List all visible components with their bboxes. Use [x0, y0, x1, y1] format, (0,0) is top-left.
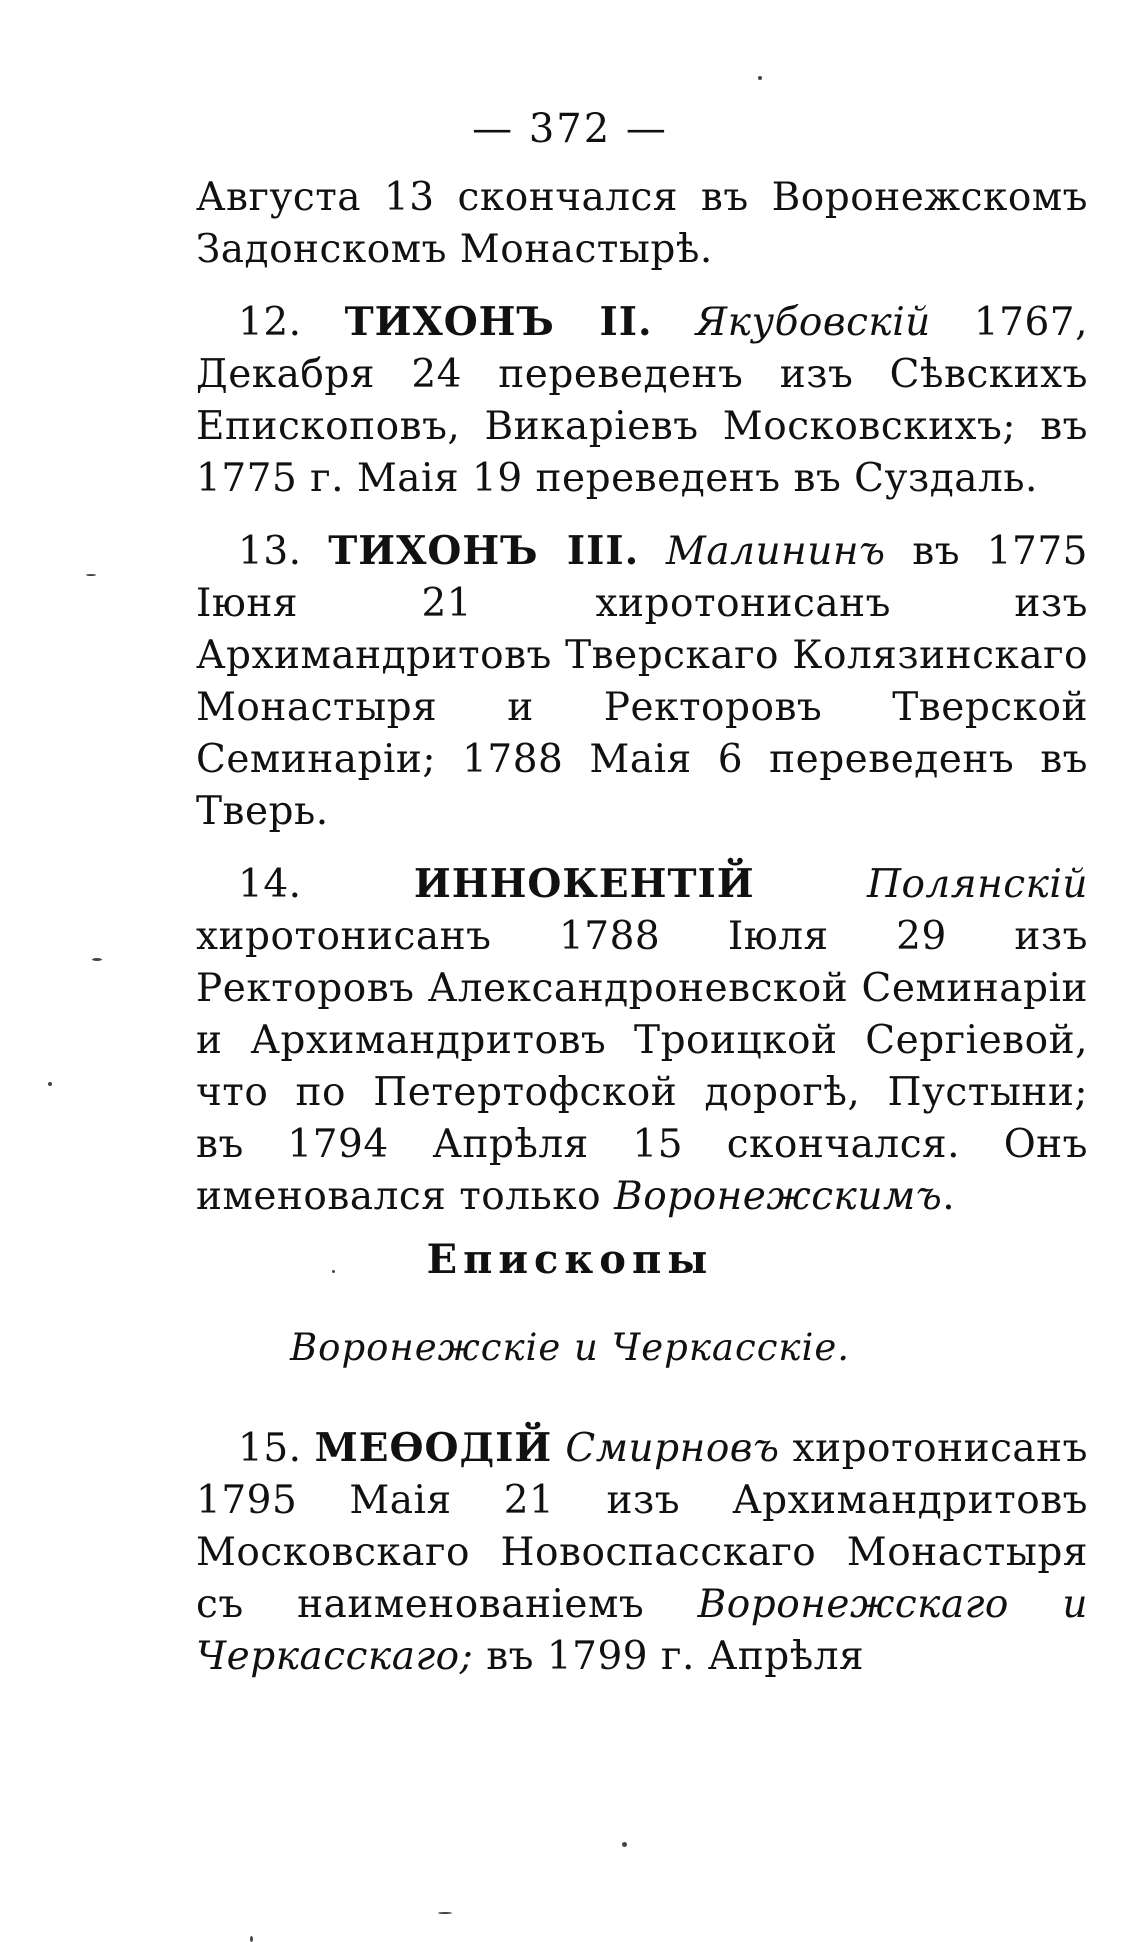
scan-speck [86, 574, 96, 576]
main-text [196, 172, 1088, 1243]
entry-14 [196, 858, 1088, 1223]
entry-15 [196, 1422, 1088, 1683]
entry-number: 15. [238, 1426, 302, 1471]
section-heading: Епископы [426, 1236, 714, 1283]
section-subheading: Воронежскіе и Черкасскіе. [289, 1326, 851, 1369]
bishop-name: МЕѲОДІЙ [314, 1425, 553, 1471]
continuation-paragraph: Августа 13 скончался въ Воронежскомъ Задонскомъ Монастырѣ. [196, 175, 1088, 272]
bishop-surname: Полянскій [866, 862, 1088, 907]
bishop-surname: Якубовскій [695, 300, 931, 345]
entry-italic-tail: Воронежскимъ [614, 1174, 943, 1219]
entry-text: въ 1775 Іюня 21 хиротонисанъ изъ Архимандритовъ Тверскаго Колязинскаго Монастыря и Ректоровъ Тверской Семинаріи; 1788 Маія 6 переведенъ въ Тверь. [196, 529, 1088, 834]
entry-15-block [196, 1422, 1088, 1703]
entry-number: 13. [238, 529, 302, 574]
diocese-title: Воронежскаго и Черкасскаго; [196, 1582, 1088, 1679]
bishop-name: ТИХОНЪ III. [328, 528, 640, 574]
scan-speck [48, 1082, 52, 1086]
entry-12 [196, 296, 1088, 505]
entry-13 [196, 525, 1088, 838]
entry-number: 12. [238, 300, 302, 345]
entry-number: 14. [238, 862, 302, 907]
scan-speck [250, 1936, 253, 1942]
scan-speck [622, 1842, 627, 1847]
page-number: — 372 — [472, 106, 668, 152]
bishop-name: ТИХОНЪ II. [344, 299, 653, 345]
scan-speck [438, 1912, 452, 1914]
scan-speck [758, 76, 762, 80]
entry-end-punct: . [942, 1174, 956, 1219]
entry-text: хиротонисанъ 1795 Маія 21 изъ Архимандритовъ Московскаго Новоспасскаго Монастыря съ наименованіемъ [196, 1426, 1088, 1627]
scan-speck [332, 1270, 335, 1273]
bishop-surname: Малининъ [665, 529, 886, 574]
entry-text-end: въ 1799 г. Апрѣля [473, 1634, 865, 1679]
bishop-surname: Смирновъ [565, 1426, 780, 1471]
entry-text: 1767, Декабря 24 переведенъ изъ Сѣвскихъ Епископовъ, Викаріевъ Московскихъ; въ 1775 г. Маія 19 переведенъ въ Суздаль. [196, 300, 1088, 501]
bishop-name: ИННОКЕНТІЙ [413, 861, 755, 907]
scan-speck [92, 958, 102, 961]
entry-text: хиротонисанъ 1788 Іюля 29 изъ Ректоровъ Александроневской Семинаріи и Архимандритовъ Троицкой Сергіевой, что по Петертофской дорогѣ, Пустыни; въ 1794 Апрѣля 15 скончался. Онъ именовался только [196, 914, 1088, 1219]
